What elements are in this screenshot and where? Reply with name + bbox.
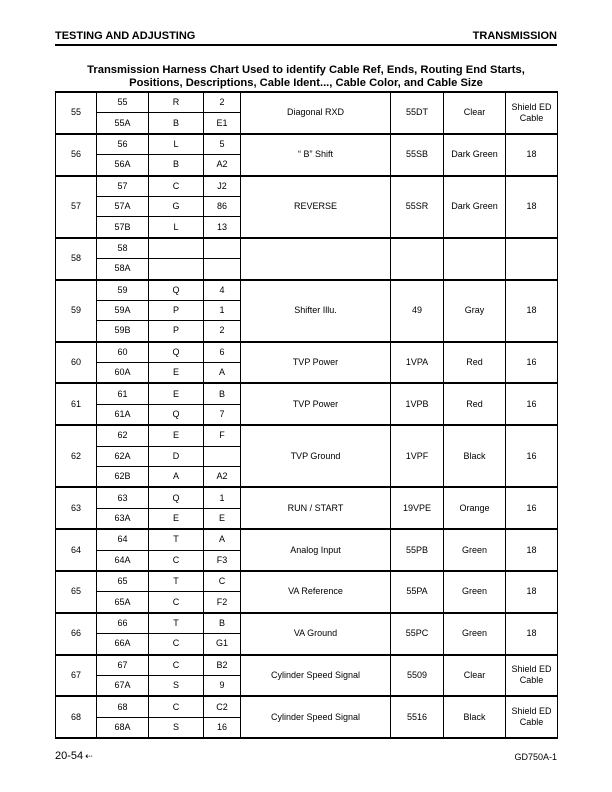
routing-end-cell: A [149, 467, 204, 488]
cable-end-cell: 57B [97, 217, 149, 238]
position-cell: 5 [204, 134, 241, 155]
cable-size-cell: 16 [506, 425, 558, 487]
position-cell: F2 [204, 592, 241, 613]
table-row [56, 176, 558, 197]
position-cell: 2 [204, 92, 241, 113]
routing-end-cell: T [149, 613, 204, 634]
table-row [56, 342, 558, 363]
position-cell: 1 [204, 300, 241, 320]
cable-ref-cell: 61 [56, 383, 97, 425]
position-cell: B [204, 383, 241, 404]
cable-ident-cell: 55DT [391, 92, 444, 134]
cable-end-cell: 59A [97, 300, 149, 320]
cable-ref-cell: 55 [56, 92, 97, 134]
table-row [56, 613, 558, 634]
cable-ref-cell: 59 [56, 280, 97, 342]
cable-end-cell: 55A [97, 113, 149, 134]
cable-ref-cell: 58 [56, 238, 97, 280]
header-section-title: TESTING AND ADJUSTING [55, 30, 196, 42]
routing-end-cell: C [149, 592, 204, 613]
cable-color-cell: Green [444, 571, 506, 613]
position-cell: 2 [204, 321, 241, 342]
cable-end-cell: 57A [97, 196, 149, 216]
cable-end-cell: 56 [97, 134, 149, 155]
table-row [56, 134, 558, 155]
table-row [56, 425, 558, 446]
table-row [56, 655, 558, 676]
cable-ref-cell: 62 [56, 425, 97, 487]
position-cell [204, 259, 241, 280]
cable-end-cell: 62 [97, 425, 149, 446]
cable-ref-cell: 68 [56, 696, 97, 738]
cable-ident-cell: 55PA [391, 571, 444, 613]
cable-end-cell: 58A [97, 259, 149, 280]
position-cell: F3 [204, 550, 241, 571]
table-row [56, 280, 558, 301]
cable-color-cell: Red [444, 342, 506, 384]
cable-end-cell: 67 [97, 655, 149, 676]
position-cell: C [204, 571, 241, 592]
cable-end-cell: 60 [97, 342, 149, 363]
position-cell: 9 [204, 675, 241, 696]
document-code: GD750A-1 [514, 752, 557, 762]
routing-end-cell: C [149, 550, 204, 571]
cable-ident-cell [391, 238, 444, 280]
cable-end-cell: 61 [97, 383, 149, 404]
routing-end-cell: P [149, 300, 204, 320]
routing-end-cell: C [149, 696, 204, 717]
routing-end-cell [149, 238, 204, 259]
cable-end-cell: 58 [97, 238, 149, 259]
routing-end-cell: B [149, 155, 204, 176]
cable-size-cell: 18 [506, 134, 558, 176]
table-row [56, 383, 558, 404]
cable-end-cell: 68 [97, 696, 149, 717]
routing-end-cell: C [149, 176, 204, 197]
routing-end-cell: Q [149, 404, 204, 425]
cable-ident-cell: 5516 [391, 696, 444, 738]
cable-color-cell [444, 238, 506, 280]
description-cell: RUN / START [241, 487, 391, 529]
description-cell: VA Reference [241, 571, 391, 613]
cable-end-cell: 63 [97, 487, 149, 508]
cable-ref-cell: 64 [56, 529, 97, 571]
cable-end-cell: 67A [97, 675, 149, 696]
cable-ref-cell: 63 [56, 487, 97, 529]
cable-end-cell: 63A [97, 508, 149, 529]
routing-end-cell: B [149, 113, 204, 134]
cable-color-cell: Red [444, 383, 506, 425]
cable-color-cell: Clear [444, 92, 506, 134]
routing-end-cell: Q [149, 342, 204, 363]
position-cell [204, 238, 241, 259]
chart-title-line-1: Transmission Harness Chart Used to identify Cable Ref, Ends, Routing End Starts, [87, 64, 525, 76]
routing-end-cell: E [149, 508, 204, 529]
position-cell: 16 [204, 717, 241, 738]
position-cell: 7 [204, 404, 241, 425]
routing-end-cell: T [149, 529, 204, 550]
description-cell [241, 238, 391, 280]
table-row [56, 529, 558, 550]
routing-end-cell: P [149, 321, 204, 342]
harness-chart-table [55, 91, 558, 739]
description-cell: TVP Power [241, 342, 391, 384]
cable-end-cell: 66A [97, 634, 149, 655]
routing-end-cell: T [149, 571, 204, 592]
cable-end-cell: 60A [97, 363, 149, 384]
routing-end-cell: G [149, 196, 204, 216]
routing-end-cell: S [149, 717, 204, 738]
cable-ident-cell: 5509 [391, 655, 444, 697]
cable-ident-cell: 55PB [391, 529, 444, 571]
cable-color-cell: Black [444, 696, 506, 738]
position-cell: 1 [204, 487, 241, 508]
cable-size-cell: 18 [506, 280, 558, 342]
cable-end-cell: 55 [97, 92, 149, 113]
position-cell: B [204, 613, 241, 634]
cable-ref-cell: 60 [56, 342, 97, 384]
cable-end-cell: 68A [97, 717, 149, 738]
cable-color-cell: Clear [444, 655, 506, 697]
cable-ident-cell: 1VPF [391, 425, 444, 487]
table-row [56, 571, 558, 592]
cable-color-cell: Green [444, 613, 506, 655]
cable-ref-cell: 65 [56, 571, 97, 613]
routing-end-cell: D [149, 446, 204, 466]
cable-ref-cell: 66 [56, 613, 97, 655]
cable-color-cell: Dark Green [444, 134, 506, 176]
routing-end-cell: C [149, 634, 204, 655]
cable-end-cell: 62A [97, 446, 149, 466]
description-cell: “ B” Shift [241, 134, 391, 176]
position-cell: A2 [204, 155, 241, 176]
cable-color-cell: Dark Green [444, 176, 506, 238]
description-cell: Analog Input [241, 529, 391, 571]
chart-title-line-2: Positions, Descriptions, Cable Ident..., Cable Color, and Cable Size [129, 77, 483, 89]
cable-size-cell: 18 [506, 176, 558, 238]
page-number [55, 750, 93, 762]
routing-end-cell [149, 259, 204, 280]
cable-ref-cell: 67 [56, 655, 97, 697]
position-cell: 86 [204, 196, 241, 216]
cable-ident-cell: 1VPA [391, 342, 444, 384]
cable-size-cell: 16 [506, 487, 558, 529]
cable-end-cell: 66 [97, 613, 149, 634]
cable-end-cell: 56A [97, 155, 149, 176]
harness-table-body [56, 92, 558, 738]
cable-end-cell: 62B [97, 467, 149, 488]
cable-end-cell: 59B [97, 321, 149, 342]
description-cell: Cylinder Speed Signal [241, 655, 391, 697]
cable-ident-cell: 55SB [391, 134, 444, 176]
chart-title [55, 64, 557, 90]
cable-ref-cell: 56 [56, 134, 97, 176]
cable-size-cell: Shield ED Cable [506, 696, 558, 738]
cable-end-cell: 64A [97, 550, 149, 571]
position-cell: F [204, 425, 241, 446]
position-cell: A [204, 529, 241, 550]
cable-ref-cell: 57 [56, 176, 97, 238]
cable-ident-cell: 49 [391, 280, 444, 342]
position-cell: 13 [204, 217, 241, 238]
cable-end-cell: 65A [97, 592, 149, 613]
cable-end-cell: 64 [97, 529, 149, 550]
cable-ident-cell: 19VPE [391, 487, 444, 529]
position-cell: 4 [204, 280, 241, 301]
cable-size-cell [506, 238, 558, 280]
cable-ident-cell: 1VPB [391, 383, 444, 425]
routing-end-cell: L [149, 134, 204, 155]
page-header [55, 28, 557, 46]
cable-ident-cell: 55PC [391, 613, 444, 655]
description-cell: Cylinder Speed Signal [241, 696, 391, 738]
cable-color-cell: Green [444, 529, 506, 571]
table-row [56, 92, 558, 113]
description-cell: REVERSE [241, 176, 391, 238]
description-cell: Shifter Illu. [241, 280, 391, 342]
position-cell: A [204, 363, 241, 384]
cable-end-cell: 57 [97, 176, 149, 197]
table-row [56, 487, 558, 508]
position-cell: G1 [204, 634, 241, 655]
routing-end-cell: Q [149, 487, 204, 508]
routing-end-cell: S [149, 675, 204, 696]
cable-size-cell: 18 [506, 613, 558, 655]
description-cell: TVP Ground [241, 425, 391, 487]
description-cell: TVP Power [241, 383, 391, 425]
routing-end-cell: E [149, 425, 204, 446]
position-cell: E1 [204, 113, 241, 134]
page-number-text: 20-54 [55, 750, 84, 762]
header-chapter-title: TRANSMISSION [472, 30, 557, 42]
cable-end-cell: 65 [97, 571, 149, 592]
cable-size-cell: 18 [506, 571, 558, 613]
cable-end-cell: 61A [97, 404, 149, 425]
cable-color-cell: Orange [444, 487, 506, 529]
position-cell: J2 [204, 176, 241, 197]
routing-end-cell: E [149, 383, 204, 404]
routing-end-cell: L [149, 217, 204, 238]
cable-size-cell: 18 [506, 529, 558, 571]
position-cell: A2 [204, 467, 241, 488]
routing-end-cell: R [149, 92, 204, 113]
position-cell: E [204, 508, 241, 529]
table-row [56, 696, 558, 717]
cable-size-cell: 16 [506, 383, 558, 425]
cable-end-cell: 59 [97, 280, 149, 301]
position-cell [204, 446, 241, 466]
table-row [56, 238, 558, 259]
cable-color-cell: Gray [444, 280, 506, 342]
position-cell: 6 [204, 342, 241, 363]
cable-size-cell: Shield ED Cable [506, 92, 558, 134]
routing-end-cell: Q [149, 280, 204, 301]
cable-color-cell: Black [444, 425, 506, 487]
position-cell: B2 [204, 655, 241, 676]
position-cell: C2 [204, 696, 241, 717]
routing-end-cell: C [149, 655, 204, 676]
cable-size-cell: Shield ED Cable [506, 655, 558, 697]
description-cell: VA Ground [241, 613, 391, 655]
cable-size-cell: 16 [506, 342, 558, 384]
description-cell: Diagonal RXD [241, 92, 391, 134]
routing-end-cell: E [149, 363, 204, 384]
cable-ident-cell: 55SR [391, 176, 444, 238]
back-arrow-icon: ⇠ [85, 751, 93, 761]
